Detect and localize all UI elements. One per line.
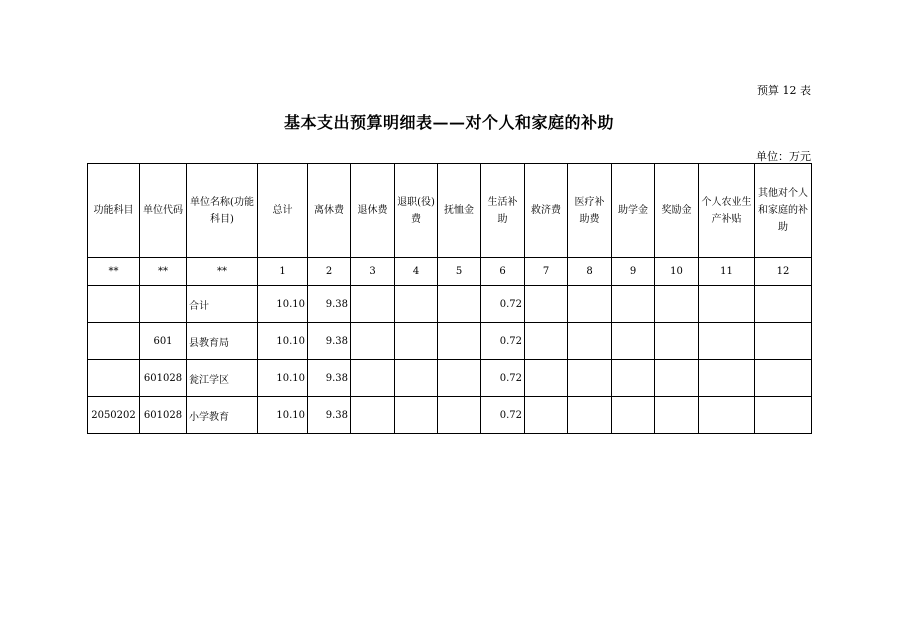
index-cell: 7 bbox=[525, 258, 568, 286]
table-cell: 0.72 bbox=[481, 397, 525, 434]
table-cell bbox=[755, 286, 812, 323]
table-cell bbox=[699, 323, 755, 360]
index-cell: 9 bbox=[612, 258, 655, 286]
table-cell: 9.38 bbox=[308, 323, 351, 360]
index-cell: 3 bbox=[351, 258, 395, 286]
table-cell: 2050202 bbox=[88, 397, 140, 434]
table-cell bbox=[525, 360, 568, 397]
table-cell: 10.10 bbox=[258, 360, 308, 397]
table-cell bbox=[612, 360, 655, 397]
table-cell: 0.72 bbox=[481, 286, 525, 323]
col-header: 救济费 bbox=[525, 164, 568, 258]
table-row bbox=[88, 397, 812, 434]
table-cell bbox=[351, 323, 395, 360]
index-cell: ** bbox=[88, 258, 140, 286]
col-header: 功能科目 bbox=[88, 164, 140, 258]
table-cell bbox=[612, 397, 655, 434]
table-cell bbox=[525, 286, 568, 323]
table-cell bbox=[88, 323, 140, 360]
index-row bbox=[88, 258, 812, 286]
table-cell bbox=[755, 323, 812, 360]
table-cell: 0.72 bbox=[481, 323, 525, 360]
table-row bbox=[88, 323, 812, 360]
table-cell bbox=[655, 397, 699, 434]
table-cell bbox=[140, 286, 187, 323]
table-cell bbox=[699, 360, 755, 397]
col-header: 医疗补助费 bbox=[568, 164, 612, 258]
col-header: 其他对个人和家庭的补助 bbox=[755, 164, 812, 258]
budget-table bbox=[87, 163, 812, 434]
table-cell bbox=[568, 323, 612, 360]
table-cell: 9.38 bbox=[308, 286, 351, 323]
table-cell bbox=[438, 360, 481, 397]
table-cell bbox=[395, 360, 438, 397]
index-cell: 4 bbox=[395, 258, 438, 286]
table-cell bbox=[88, 360, 140, 397]
table-cell bbox=[755, 397, 812, 434]
table-cell bbox=[351, 286, 395, 323]
index-cell: ** bbox=[140, 258, 187, 286]
header-row bbox=[88, 164, 812, 258]
col-header: 个人农业生产补贴 bbox=[699, 164, 755, 258]
form-number: 预算 12 表 bbox=[757, 84, 811, 97]
table-cell: 9.38 bbox=[308, 360, 351, 397]
table-cell: 10.10 bbox=[258, 323, 308, 360]
page-title: 基本支出预算明细表——对个人和家庭的补助 bbox=[283, 113, 614, 132]
col-header: 单位名称(功能科目) bbox=[187, 164, 258, 258]
index-cell: 5 bbox=[438, 258, 481, 286]
table-cell: 瓮江学区 bbox=[187, 360, 258, 397]
table-cell: 601028 bbox=[140, 360, 187, 397]
table-row bbox=[88, 360, 812, 397]
table-cell bbox=[699, 286, 755, 323]
table-cell: 10.10 bbox=[258, 397, 308, 434]
table-cell bbox=[395, 286, 438, 323]
index-cell: 1 bbox=[258, 258, 308, 286]
table-cell bbox=[438, 397, 481, 434]
table-cell: 601028 bbox=[140, 397, 187, 434]
table-cell: 10.10 bbox=[258, 286, 308, 323]
table-cell: 601 bbox=[140, 323, 187, 360]
col-header: 奖励金 bbox=[655, 164, 699, 258]
col-header: 抚恤金 bbox=[438, 164, 481, 258]
table-cell bbox=[88, 286, 140, 323]
table-cell bbox=[655, 323, 699, 360]
col-header: 助学金 bbox=[612, 164, 655, 258]
index-cell: 8 bbox=[568, 258, 612, 286]
table-cell bbox=[395, 397, 438, 434]
table-cell: 小学教育 bbox=[187, 397, 258, 434]
table-cell bbox=[755, 360, 812, 397]
table-cell bbox=[351, 397, 395, 434]
col-header: 退休费 bbox=[351, 164, 395, 258]
table-cell bbox=[438, 323, 481, 360]
table-cell bbox=[612, 323, 655, 360]
table-cell bbox=[568, 397, 612, 434]
table-cell bbox=[525, 397, 568, 434]
table-cell bbox=[612, 286, 655, 323]
index-cell: 12 bbox=[755, 258, 812, 286]
table-cell: 9.38 bbox=[308, 397, 351, 434]
table-cell bbox=[699, 397, 755, 434]
table-cell bbox=[525, 323, 568, 360]
table-cell bbox=[351, 360, 395, 397]
index-cell: 2 bbox=[308, 258, 351, 286]
table-cell: 0.72 bbox=[481, 360, 525, 397]
index-cell: ** bbox=[187, 258, 258, 286]
col-header: 离休费 bbox=[308, 164, 351, 258]
table-cell bbox=[395, 323, 438, 360]
table-cell: 县教育局 bbox=[187, 323, 258, 360]
table-cell bbox=[655, 360, 699, 397]
table-cell bbox=[568, 286, 612, 323]
table-cell: 合计 bbox=[187, 286, 258, 323]
col-header: 生活补助 bbox=[481, 164, 525, 258]
index-cell: 10 bbox=[655, 258, 699, 286]
index-cell: 6 bbox=[481, 258, 525, 286]
unit-label: 单位：万元 bbox=[756, 150, 811, 163]
col-header: 退职(役)费 bbox=[395, 164, 438, 258]
index-cell: 11 bbox=[699, 258, 755, 286]
table-cell bbox=[655, 286, 699, 323]
col-header: 总计 bbox=[258, 164, 308, 258]
col-header: 单位代码 bbox=[140, 164, 187, 258]
table-row bbox=[88, 286, 812, 323]
table-cell bbox=[568, 360, 612, 397]
table-cell bbox=[438, 286, 481, 323]
